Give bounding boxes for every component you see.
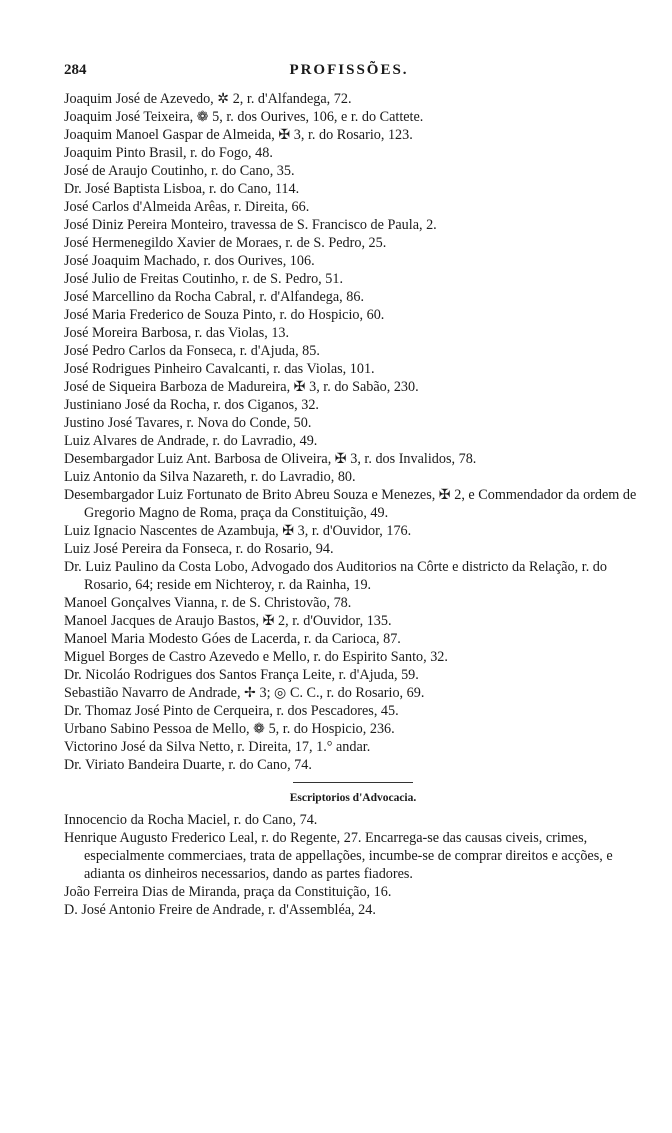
directory-entry: José Moreira Barbosa, r. das Violas, 13. bbox=[64, 325, 290, 341]
directory-entry: José Rodrigues Pinheiro Cavalcanti, r. das Violas, 101. bbox=[64, 361, 375, 377]
directory-entry: Dr. Nicoláo Rodrigues dos Santos França Leite, r. d'Ajuda, 59. bbox=[64, 667, 419, 683]
directory-entry: Joaquim Pinto Brasil, r. do Fogo, 48. bbox=[64, 145, 273, 161]
directory-entry: D. José Antonio Freire de Andrade, r. d'Assembléa, 24. bbox=[64, 902, 376, 918]
directory-entry: Luiz Alvares de Andrade, r. do Lavradio, 49. bbox=[64, 433, 318, 449]
directory-entry: José de Siqueira Barboza de Madureira, ✠ 3, r. do Sabão, 230. bbox=[64, 379, 419, 395]
directory-entry: José Hermenegildo Xavier de Moraes, r. de S. Pedro, 25. bbox=[64, 235, 387, 251]
directory-entry: Manoel Jacques de Araujo Bastos, ✠ 2, r. d'Ouvidor, 135. bbox=[64, 613, 392, 629]
directory-entry: João Ferreira Dias de Miranda, praça da Constituição, 16. bbox=[64, 884, 392, 900]
directory-entry: José Marcellino da Rocha Cabral, r. d'Alfandega, 86. bbox=[64, 289, 365, 305]
directory-entry: Dr. Viriato Bandeira Duarte, r. do Cano, 74. bbox=[64, 757, 312, 773]
directory-entry: Sebastião Navarro de Andrade, ✢ 3; ◎ C. C., r. do Rosario, 69. bbox=[64, 685, 425, 701]
directory-entry: José Carlos d'Almeida Arêas, r. Direita, 66. bbox=[64, 199, 310, 215]
section-entries-block bbox=[64, 811, 642, 919]
directory-entry: José Diniz Pereira Monteiro, travessa de S. Francisco de Paula, 2. bbox=[64, 217, 437, 233]
page-header bbox=[64, 62, 634, 82]
directory-entry: Luiz José Pereira da Fonseca, r. do Rosario, 94. bbox=[64, 541, 334, 557]
professional-directory-list bbox=[64, 90, 642, 919]
directory-entry: Desembargador Luiz Fortunato de Brito Abreu Souza e Menezes, ✠ 2, e Commendador da ordem de Gregorio Magno de Roma, praça da Constituição, 49. bbox=[64, 487, 637, 521]
directory-entry: Justino José Tavares, r. Nova do Conde, 50. bbox=[64, 415, 312, 431]
entries-block bbox=[64, 90, 642, 774]
directory-entry: José de Araujo Coutinho, r. do Cano, 35. bbox=[64, 163, 295, 179]
directory-entry: Joaquim José Teixeira, ❁ 5, r. dos Ourives, 106, e r. do Cattete. bbox=[64, 109, 424, 125]
directory-entry: José Julio de Freitas Coutinho, r. de S. Pedro, 51. bbox=[64, 271, 344, 287]
directory-entry: Dr. Luiz Paulino da Costa Lobo, Advogado dos Auditorios na Côrte e districto da Relação, r. do Rosario, 64; reside em Nichteroy, r. da Rainha, 19. bbox=[64, 559, 607, 593]
directory-entry: Manoel Maria Modesto Góes de Lacerda, r. da Carioca, 87. bbox=[64, 631, 401, 647]
directory-entry: José Joaquim Machado, r. dos Ourives, 106. bbox=[64, 253, 315, 269]
running-title: PROFISSÕES. bbox=[289, 62, 409, 78]
directory-entry: Luiz Ignacio Nascentes de Azambuja, ✠ 3, r. d'Ouvidor, 176. bbox=[64, 523, 412, 539]
directory-entry: Miguel Borges de Castro Azevedo e Mello, r. do Espirito Santo, 32. bbox=[64, 649, 448, 665]
directory-entry: Dr. José Baptista Lisboa, r. do Cano, 114. bbox=[64, 181, 300, 197]
section-title: Escriptorios d'Advocacia. bbox=[289, 792, 417, 804]
directory-entry: Manoel Gonçalves Vianna, r. de S. Christovão, 78. bbox=[64, 595, 352, 611]
directory-entry: Justiniano José da Rocha, r. dos Ciganos, 32. bbox=[64, 397, 319, 413]
directory-entry: José Maria Frederico de Souza Pinto, r. do Hospicio, 60. bbox=[64, 307, 385, 323]
page-number: 284 bbox=[64, 62, 87, 78]
directory-entry: Luiz Antonio da Silva Nazareth, r. do Lavradio, 80. bbox=[64, 469, 356, 485]
directory-entry: Henrique Augusto Frederico Leal, r. do Regente, 27. Encarrega-se das causas civeis, crimes, especialmente commerciaes, trata de appellações, incumbe-se de comprar direitos e acções, e adianta os dinheiros necessarios, dando as partes fiadores. bbox=[64, 830, 613, 882]
directory-entry: Joaquim Manoel Gaspar de Almeida, ✠ 3, r. do Rosario, 123. bbox=[64, 127, 413, 143]
directory-entry: Dr. Thomaz José Pinto de Cerqueira, r. dos Pescadores, 45. bbox=[64, 703, 399, 719]
directory-entry: Innocencio da Rocha Maciel, r. do Cano, 74. bbox=[64, 812, 318, 828]
directory-entry: Joaquim José de Azevedo, ✲ 2, r. d'Alfandega, 72. bbox=[64, 91, 352, 107]
directory-entry: Desembargador Luiz Ant. Barbosa de Oliveira, ✠ 3, r. dos Invalidos, 78. bbox=[64, 451, 477, 467]
section-divider bbox=[293, 782, 413, 783]
directory-entry: Urbano Sabino Pessoa de Mello, ❁ 5, r. do Hospicio, 236. bbox=[64, 721, 395, 737]
directory-entry: José Pedro Carlos da Fonseca, r. d'Ajuda, 85. bbox=[64, 343, 320, 359]
directory-entry: Victorino José da Silva Netto, r. Direita, 17, 1.° andar. bbox=[64, 739, 371, 755]
